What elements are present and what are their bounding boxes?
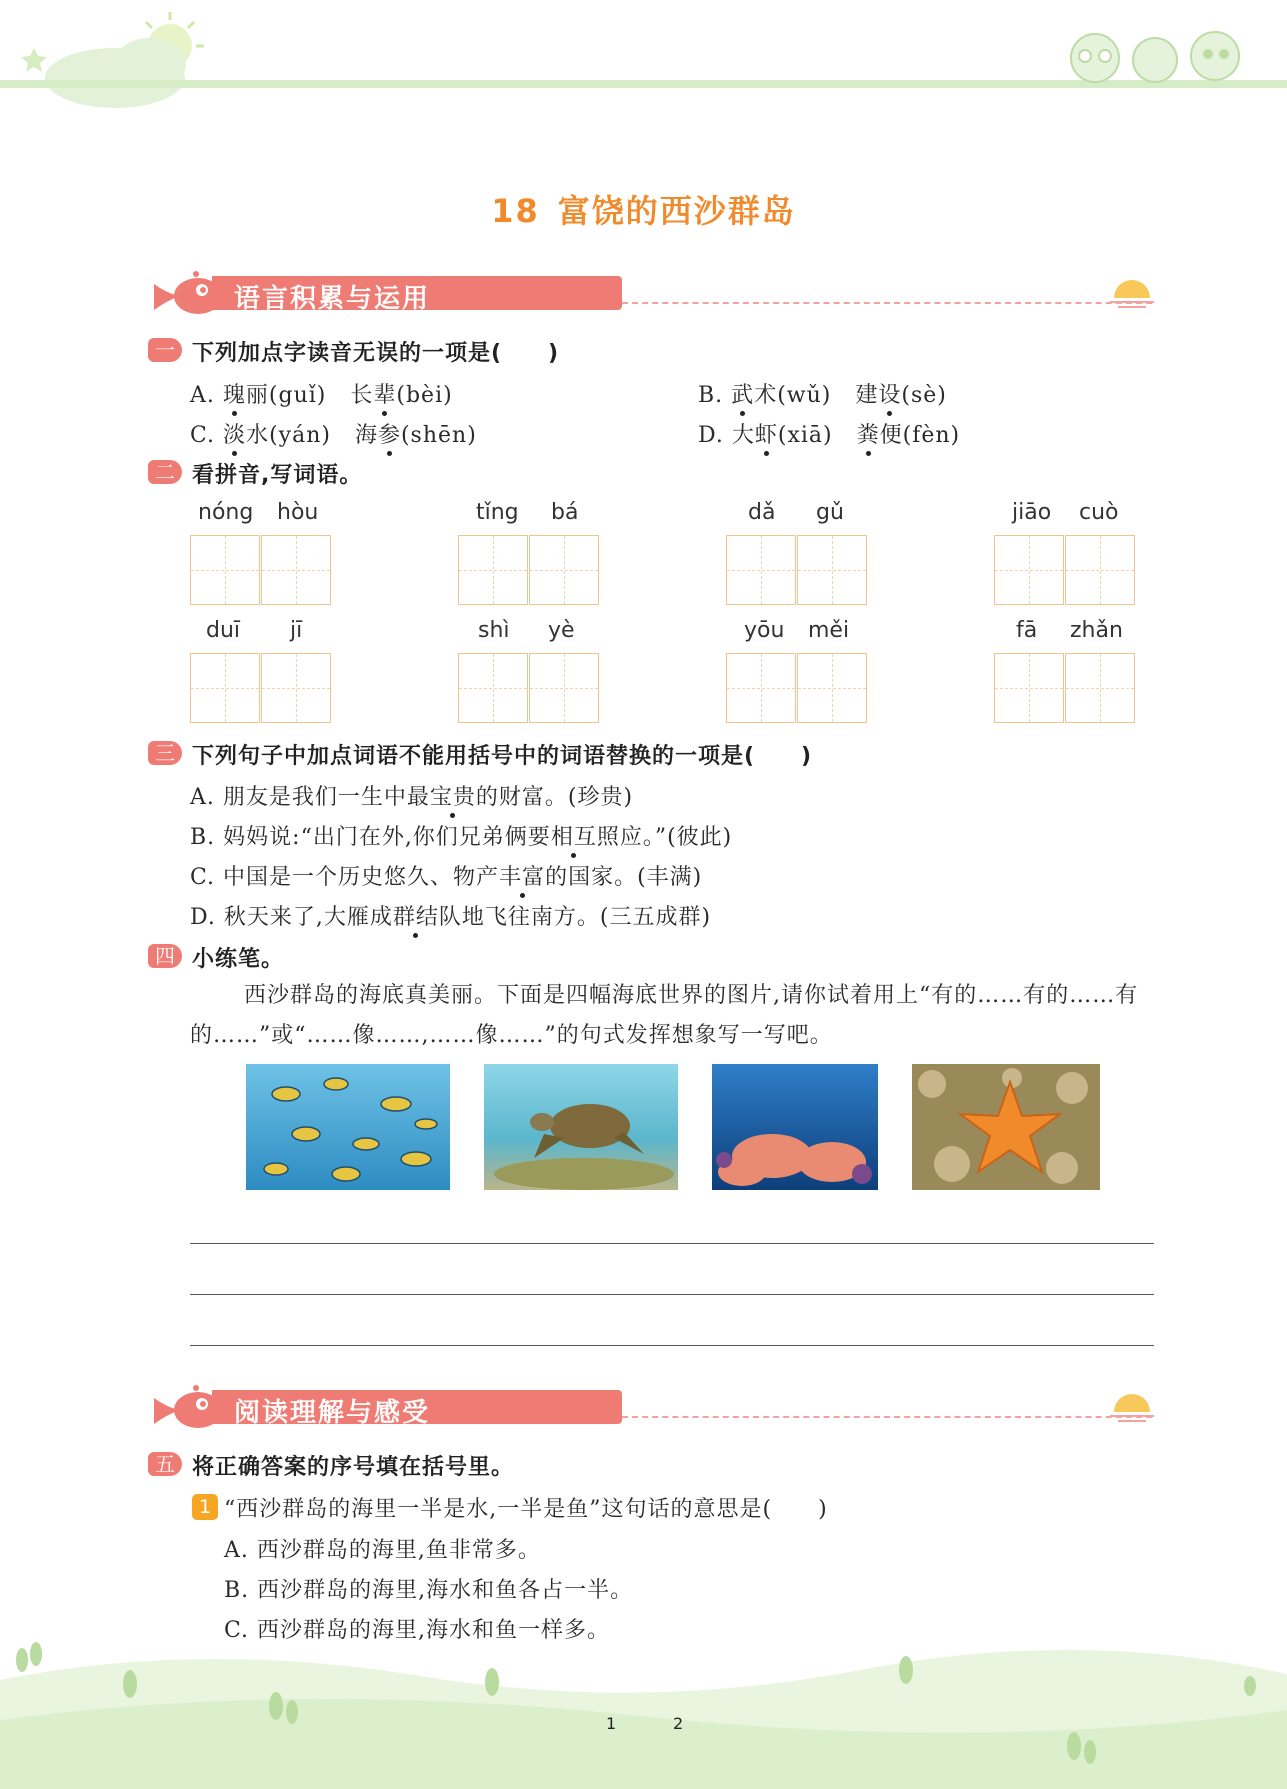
pinyin-word-3b: gǔ — [816, 500, 844, 525]
q3-option-a[interactable]: A. 朋友是我们一生中最宝贵的财富。(珍贵) — [190, 780, 633, 811]
section-divider — [622, 302, 1152, 304]
q3-option-c[interactable]: C. 中国是一个历史悠久、物产丰富的国家。(丰满) — [190, 860, 702, 891]
pinyin-word-1: nóng — [198, 500, 254, 525]
q5-option-b[interactable]: B. 西沙群岛的海里,海水和鱼各占一半。 — [224, 1578, 634, 1603]
section-title: 阅读理解与感受 — [234, 1398, 431, 1428]
pinyin-word-8: fā — [1016, 618, 1038, 643]
pinyin-word-1b: hòu — [277, 500, 319, 525]
writing-grid-7[interactable] — [726, 653, 868, 725]
writing-grid-5[interactable] — [190, 653, 332, 725]
pinyin-word-2: tǐng — [476, 500, 519, 525]
q3-option-b[interactable]: B. 妈妈说:“出门在外,你们兄弟俩要相互照应。”(彼此) — [190, 820, 732, 851]
footer-hills-decoration — [0, 1640, 1287, 1789]
question-number-3: 三 — [148, 741, 182, 765]
q5-option-a[interactable]: A. 西沙群岛的海里,鱼非常多。 — [224, 1538, 541, 1563]
starfish-photo — [912, 1064, 1100, 1190]
writing-grid-8[interactable] — [994, 653, 1136, 725]
sunset-icon — [1110, 274, 1154, 310]
pinyin-word-6b: yè — [548, 618, 575, 643]
question-number-4: 四 — [148, 944, 182, 968]
lesson-number: 18 — [491, 192, 540, 230]
sea-turtle-photo — [484, 1064, 678, 1190]
pinyin-word-4: jiāo — [1012, 500, 1052, 525]
pinyin-word-8b: zhǎn — [1070, 618, 1123, 643]
q1-option-b[interactable]: B. 武术(wǔ) 建设(sè) — [698, 378, 947, 409]
page-number-left: 1 — [606, 1714, 617, 1733]
section-banner-2 — [150, 1382, 1160, 1432]
q1-option-c[interactable]: C. 淡水(yán) 海参(shēn) — [190, 418, 477, 449]
question-number-1: 一 — [148, 338, 182, 362]
pinyin-word-7b: měi — [808, 618, 850, 643]
q1-option-a[interactable]: A. 瑰丽(guǐ) 长辈(bèi) — [190, 378, 453, 409]
pinyin-word-2b: bá — [551, 500, 579, 525]
answer-line-1[interactable] — [190, 1243, 1154, 1244]
section-title: 语言积累与运用 — [234, 284, 431, 314]
writing-grid-6[interactable] — [458, 653, 600, 725]
q1-option-d[interactable]: D. 大虾(xiā) 粪便(fèn) — [698, 418, 960, 449]
header-cloud-sun-decoration — [20, 8, 210, 118]
fish-school-photo — [246, 1064, 450, 1190]
question-2-text: 看拼音,写词语。 — [192, 463, 363, 488]
sub-question-number-1: 1 — [192, 1494, 218, 1520]
section-divider — [622, 1416, 1152, 1418]
q4-instruction-paragraph: 西沙群岛的海底真美丽。下面是四幅海底世界的图片,请你试着用上“有的……有的……有的……”或“……像……,……像……”的句式发挥想象写一写吧。 — [190, 983, 1139, 1048]
writing-grid-4[interactable] — [994, 535, 1136, 607]
coral-reef-photo — [712, 1064, 878, 1190]
question-4-text: 小练笔。 — [192, 947, 285, 972]
writing-grid-3[interactable] — [726, 535, 868, 607]
question-number-5: 五 — [148, 1452, 182, 1476]
writing-grid-1[interactable] — [190, 535, 332, 607]
sub-question-1-text: “西沙群岛的海里一半是水,一半是鱼”这句话的意思是( ) — [224, 1497, 828, 1522]
pinyin-word-5b: jī — [290, 618, 303, 643]
question-number-2: 二 — [148, 460, 182, 484]
writing-grid-2[interactable] — [458, 535, 600, 607]
section-banner-1 — [150, 268, 1160, 318]
pinyin-word-6: shì — [478, 618, 510, 643]
sunset-icon — [1110, 1388, 1154, 1424]
pinyin-word-3: dǎ — [748, 500, 776, 525]
lesson-title: 富饶的西沙群岛 — [557, 192, 796, 230]
q3-option-d[interactable]: D. 秋天来了,大雁成群结队地飞往南方。(三五成群) — [190, 900, 711, 931]
pinyin-word-4b: cuò — [1079, 500, 1119, 525]
header-animals-decoration — [1060, 20, 1260, 90]
page-title — [0, 186, 1287, 232]
question-5-text: 将正确答案的序号填在括号里。 — [192, 1455, 515, 1480]
pinyin-word-7: yōu — [744, 618, 785, 643]
answer-line-2[interactable] — [190, 1294, 1154, 1295]
pinyin-word-5: duī — [206, 618, 241, 643]
answer-line-3[interactable] — [190, 1345, 1154, 1346]
question-3-text: 下列句子中加点词语不能用括号中的词语替换的一项是( ) — [192, 744, 813, 769]
question-1-text: 下列加点字读音无误的一项是( ) — [192, 341, 560, 366]
q5-option-c[interactable]: C. 西沙群岛的海里,海水和鱼一样多。 — [224, 1618, 611, 1643]
page-number-right: 2 — [673, 1714, 684, 1733]
